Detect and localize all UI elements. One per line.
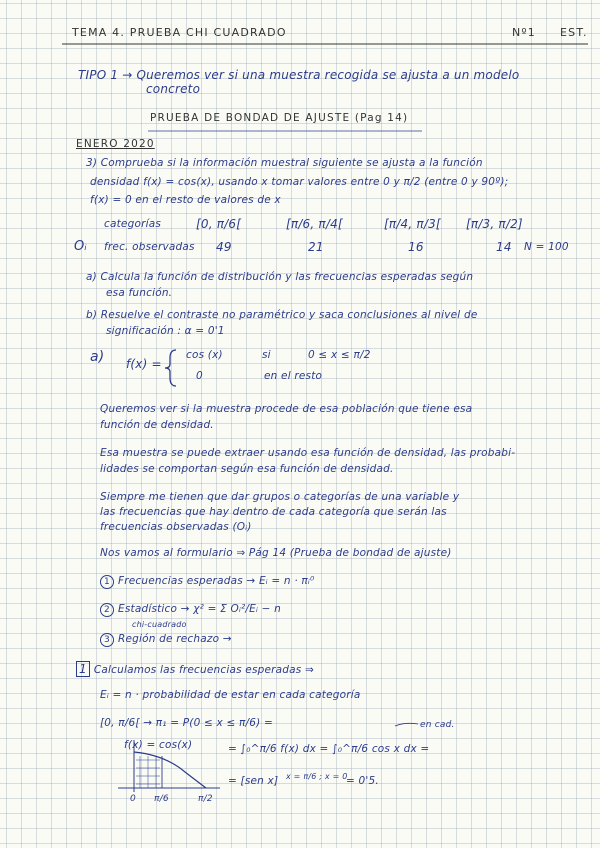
exercise-line3: f(x) = 0 en el resto de valores de x bbox=[90, 194, 281, 206]
case1-si: si bbox=[262, 349, 271, 361]
piecewise-brace bbox=[165, 350, 176, 386]
case1-expr: cos (x) bbox=[186, 349, 223, 361]
para3-line2: las frecuencias que hay dentro de cada categoría que serán las bbox=[100, 506, 447, 518]
axis-pi6: π/6 bbox=[154, 794, 169, 804]
note-arrow bbox=[395, 723, 418, 726]
para2-line2: lidades se comportan según esa función de densidad. bbox=[100, 463, 394, 475]
step3 bbox=[100, 632, 232, 647]
step2-number: 2 bbox=[100, 603, 114, 617]
para4: Nos vamos al formulario ⇒ Pág 14 (Prueba de bondad de ajuste) bbox=[100, 547, 452, 559]
freq-2: 21 bbox=[308, 240, 324, 254]
question-b-line2: significación : α = 0'1 bbox=[106, 325, 225, 337]
integral-line1: = ∫₀^π/6 f(x) dx = ∫₀^π/6 cos x dx = bbox=[228, 743, 430, 755]
category-2: [π/6, π/4[ bbox=[286, 217, 343, 231]
page-title: TEMA 4. PRUEBA CHI CUADRADO bbox=[72, 26, 287, 39]
para1-line2: función de densidad. bbox=[100, 419, 214, 431]
freq-1: 49 bbox=[216, 240, 232, 254]
question-a-line2: esa función. bbox=[106, 287, 173, 299]
step2 bbox=[100, 602, 281, 617]
calc-heading bbox=[76, 662, 314, 677]
calc-heading-text: Calculamos las frecuencias esperadas ⇒ bbox=[93, 664, 315, 676]
step2-text: Estadístico → χ² = Σ Oᵢ²/Eᵢ − n bbox=[118, 603, 282, 615]
expected-def: Eᵢ = n · probabilidad de estar en cada categoría bbox=[100, 689, 361, 701]
integral-result: = 0'5. bbox=[346, 775, 379, 787]
case2-expr: 0 bbox=[196, 370, 203, 382]
step2-note: chi-cuadrado bbox=[132, 620, 187, 629]
fx-label: f(x) = bbox=[126, 357, 162, 371]
tipo-line2: concreto bbox=[146, 82, 201, 96]
exercise-line1: 3) Comprueba si la información muestral siguiente se ajusta a la función bbox=[86, 157, 483, 169]
exam-date: ENERO 2020 bbox=[76, 138, 155, 150]
axis-pi2: π/2 bbox=[198, 794, 213, 804]
step3-text: Región de rechazo → bbox=[118, 633, 232, 645]
para2-line1: Esa muestra se puede extraer usando esa función de densidad, las probabi- bbox=[100, 447, 516, 459]
category-3: [π/4, π/3[ bbox=[384, 217, 441, 231]
calc-box-number: 1 bbox=[76, 661, 90, 677]
section-subtitle: PRUEBA DE BONDAD DE AJUSTE (Pag 14) bbox=[150, 112, 409, 124]
tipo-line1: TIPO 1 → Queremos ver si una muestra recogida se ajusta a un modelo bbox=[78, 68, 520, 82]
categories-label: categorías bbox=[104, 218, 162, 230]
category-1: [0, π/6[ bbox=[196, 217, 242, 231]
case2-condition: en el resto bbox=[264, 370, 323, 382]
freq-label: frec. observadas bbox=[104, 241, 195, 253]
step1-number: 1 bbox=[100, 575, 114, 589]
integral-line2: = [sen x] bbox=[228, 775, 279, 787]
step1 bbox=[100, 574, 314, 589]
graph-fx-label: f(x) = cos(x) bbox=[124, 739, 193, 751]
page-number: Nº1 bbox=[512, 26, 537, 39]
step1-text: Frecuencias esperadas → Eᵢ = n · πᵢ⁰ bbox=[118, 575, 315, 587]
calc-note: en cad. bbox=[420, 720, 455, 730]
para3-line1: Siempre me tienen que dar grupos o categorías de una variable y bbox=[100, 491, 460, 503]
category-4: [π/3, π/2] bbox=[466, 217, 523, 231]
question-b-line1: b) Resuelve el contraste no paramétrico y saca conclusiones al nivel de bbox=[86, 309, 478, 321]
freq-3: 16 bbox=[408, 240, 424, 254]
step3-number: 3 bbox=[100, 633, 114, 647]
integral-limits: x = π/6 ; x = 0 bbox=[286, 772, 348, 781]
freq-4: 14 bbox=[496, 240, 512, 254]
oi-symbol: Oᵢ bbox=[74, 239, 87, 254]
axis-0: 0 bbox=[130, 794, 136, 804]
answer-a-label: a) bbox=[90, 349, 105, 365]
subject-label: EST. bbox=[560, 26, 588, 39]
question-a-line1: a) Calcula la función de distribución y las frecuencias esperadas según bbox=[86, 271, 474, 283]
n-total: N = 100 bbox=[524, 241, 569, 253]
case1-condition: 0 ≤ x ≤ π/2 bbox=[308, 349, 371, 361]
interval-prob: [0, π/6[ → π₁ = P(0 ≤ x ≤ π/6) = bbox=[100, 717, 274, 729]
para1-line1: Queremos ver si la muestra procede de esa población que tiene esa bbox=[100, 403, 473, 415]
exercise-line2: densidad f(x) = cos(x), usando x tomar valores entre 0 y π/2 (entre 0 y 90º); bbox=[90, 176, 509, 188]
para3-line3: frecuencias observadas (Oᵢ) bbox=[100, 521, 252, 533]
